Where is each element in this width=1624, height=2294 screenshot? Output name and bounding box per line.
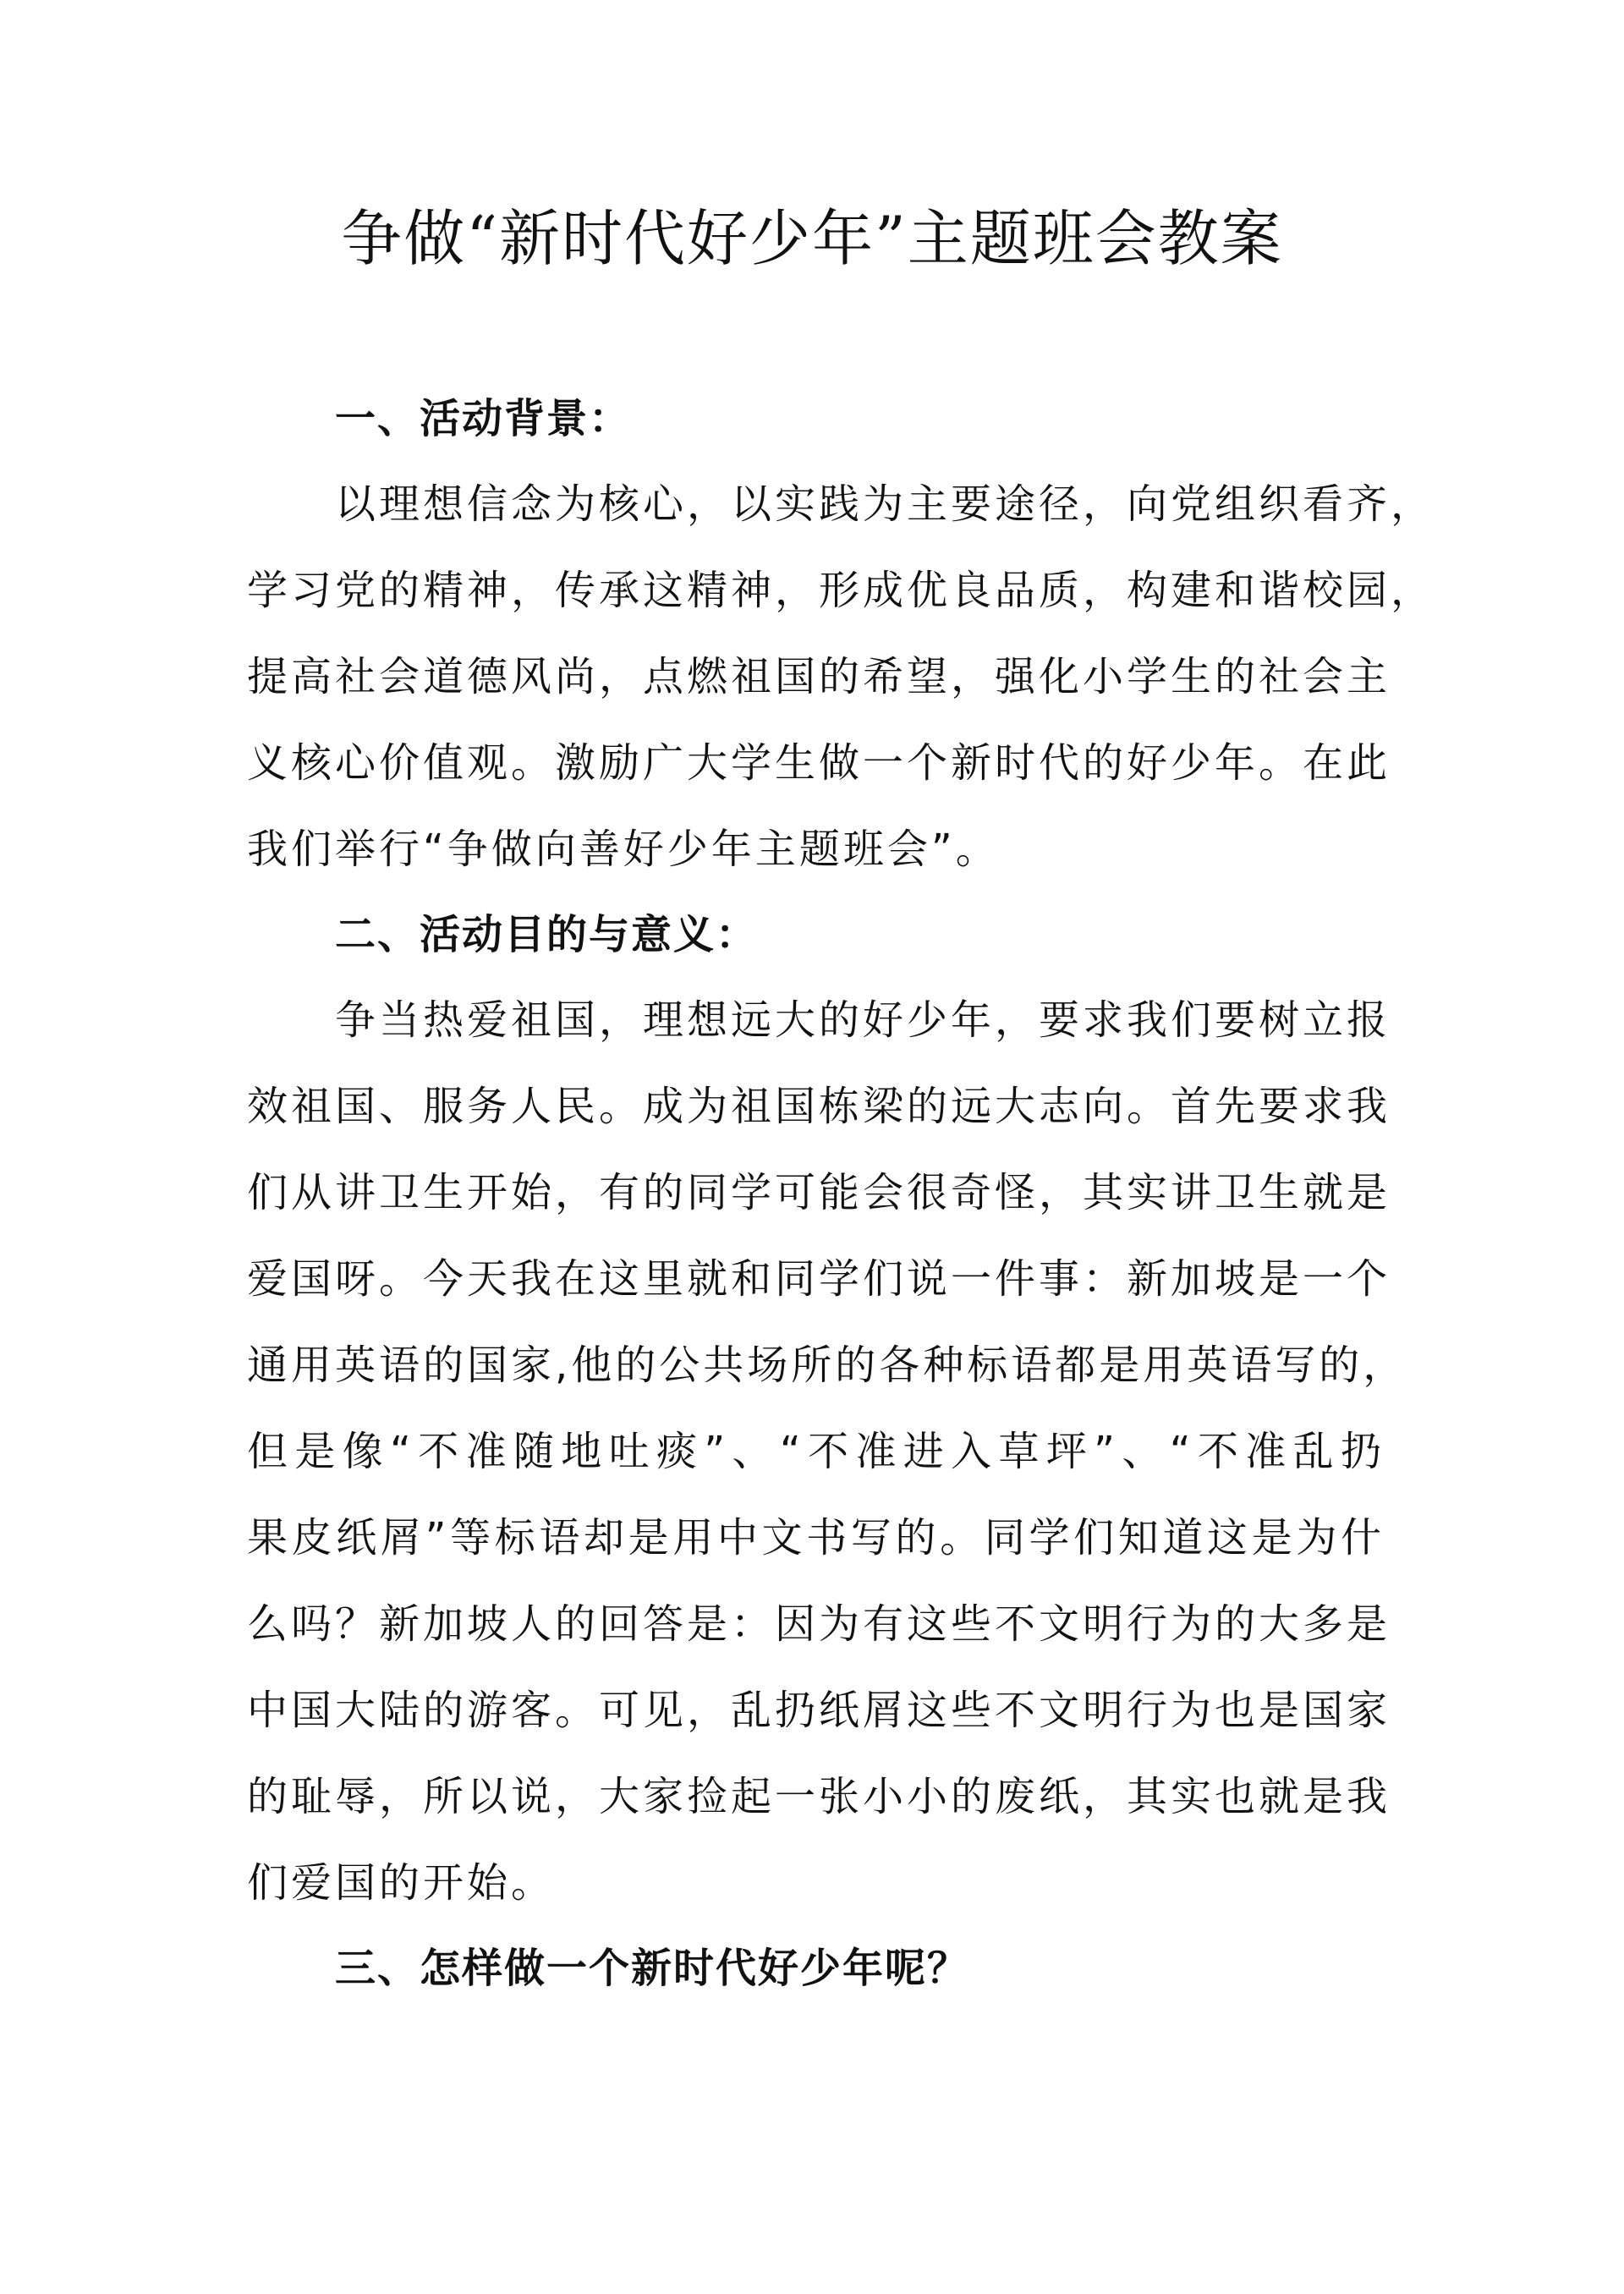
paragraph-line: 的耻辱，所以说，大家捡起一张小小的废纸，其实也就是我 (247, 1773, 1391, 1820)
paragraph-line: 么吗？新加坡人的回答是：因为有这些不文明行为的大多是 (247, 1600, 1391, 1648)
document-body (247, 376, 1435, 2011)
section-paragraph (247, 977, 1407, 1926)
paragraph-line: 以理想信念为核心，以实践为主要途径，向党组织看齐， (335, 480, 1435, 528)
section-heading: 二、活动目的与意义： (335, 911, 759, 958)
paragraph-line: 我们举行“争做向善好少年主题班会”。 (247, 826, 1000, 873)
section-heading: 三、怎样做一个新时代好少年呢？ (335, 1945, 970, 1992)
paragraph-line: 义核心价值观。激励广大学生做一个新时代的好少年。在此 (247, 739, 1391, 787)
paragraph-line: 爱国呀。今天我在这里就和同学们说一件事：新加坡是一个 (247, 1255, 1391, 1303)
document-title: 争做“新时代好少年”主题班会教案 (341, 203, 1283, 274)
paragraph-line: 通用英语的国家,他的公共场所的各种标语都是用英语写的， (247, 1342, 1407, 1389)
paragraph-line: 但是像“不准随地吐痰”、“不准进入草坪”、“不准乱扔 (247, 1428, 1385, 1475)
paragraph-line: 学习党的精神，传承这精神，形成优良品质，构建和谐校园， (247, 567, 1435, 614)
paragraph-line: 中国大陆的游客。可见，乱扔纸屑这些不文明行为也是国家 (247, 1687, 1391, 1734)
paragraph-line: 效祖国、服务人民。成为祖国栋梁的远大志向。首先要求我 (247, 1083, 1391, 1130)
section-paragraph (247, 461, 1435, 892)
paragraph-line: 争当热爱祖国，理想远大的好少年，要求我们要树立报 (335, 996, 1391, 1044)
section-heading: 一、活动背景： (335, 395, 632, 442)
paragraph-line: 果皮纸屑”等标语却是用中文书写的。同学们知道这是为什 (247, 1514, 1385, 1561)
paragraph-line: 提高社会道德风尚，点燃祖国的希望，强化小学生的社会主 (247, 653, 1391, 700)
paragraph-line: 们从讲卫生开始，有的同学可能会很奇怪，其实讲卫生就是 (247, 1169, 1391, 1216)
paragraph-line: 们爱国的开始。 (247, 1859, 556, 1907)
